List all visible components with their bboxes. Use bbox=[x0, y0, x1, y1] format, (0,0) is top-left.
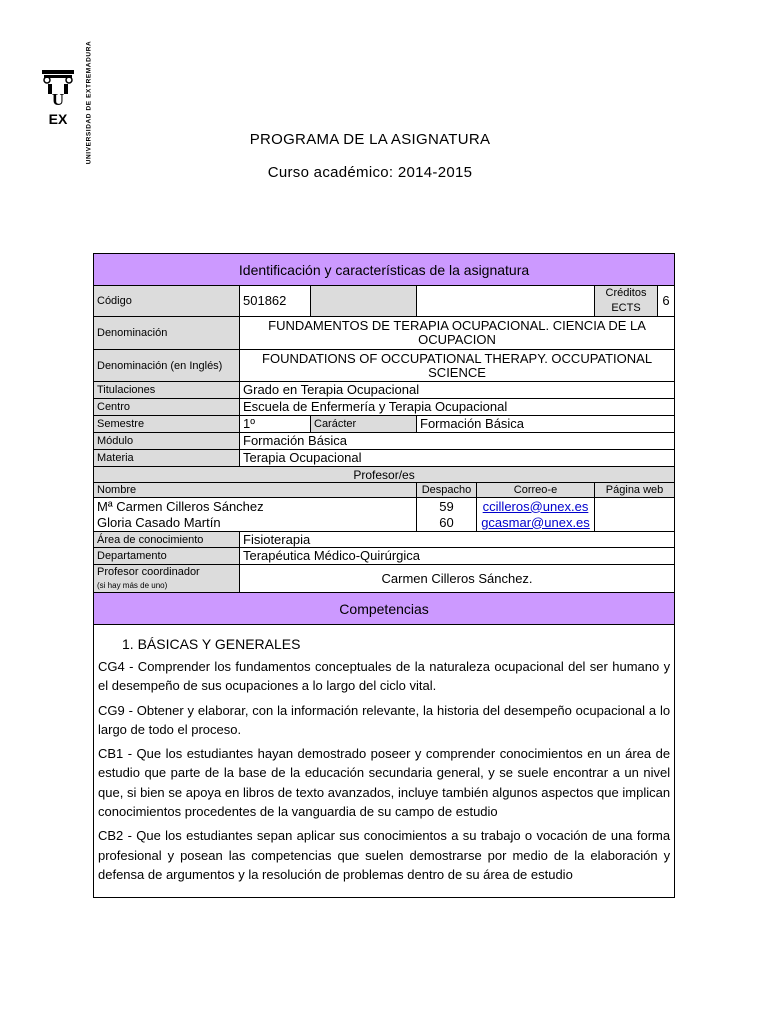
caracter-value: Formación Básica bbox=[417, 416, 675, 433]
course-year: Curso académico: 2014-2015 bbox=[267, 164, 473, 181]
section-identification-header: Identificación y características de la asignatura bbox=[94, 254, 675, 286]
coordinador-label-cell bbox=[94, 565, 240, 593]
profesor-despacho: 59 bbox=[439, 498, 454, 514]
competencia-item: CB1 - Que los estudiantes hayan demostrado poseer y comprender conocimientos en un área de estudio que parte de la base de la educación secundaria general, y se suele encontrar a un nivel que, si bien se apoya en libros de texto avanzados, incluye también algunos aspectos que implican conocimientos procedentes de la vanguardia de su campo de estudio bbox=[98, 746, 671, 820]
logo-letter-u: U bbox=[51, 90, 65, 109]
departamento-value: Terapéutica Médico-Quirúrgica bbox=[240, 548, 675, 565]
profesores-despachos bbox=[417, 498, 477, 532]
denominacion-en-value: FOUNDATIONS OF OCCUPATIONAL THERAPY. OCCUPATIONAL SCIENCE bbox=[240, 350, 675, 382]
empty-grey-cell bbox=[311, 286, 417, 317]
materia-value: Terapia Ocupacional bbox=[240, 450, 675, 467]
logo-vertical-text-wrap bbox=[83, 40, 95, 170]
centro-value: Escuela de Enfermería y Terapia Ocupacional bbox=[240, 399, 675, 416]
modulo-value: Formación Básica bbox=[240, 433, 675, 450]
denominacion-label: Denominación bbox=[94, 317, 240, 350]
semestre-value: 1º bbox=[240, 416, 311, 433]
col-correo-header: Correo-e bbox=[477, 483, 595, 498]
profesor-nombre: Mª Carmen Cilleros Sánchez bbox=[97, 498, 264, 514]
area-label: Área de conocimiento bbox=[94, 532, 240, 548]
caracter-label: Carácter bbox=[311, 416, 417, 433]
area-value: Fisioterapia bbox=[240, 532, 675, 548]
creditos-value: 6 bbox=[658, 286, 675, 317]
titulaciones-value: Grado en Terapia Ocupacional bbox=[240, 382, 675, 399]
creditos-label: Créditos ECTS bbox=[595, 286, 658, 317]
denominacion-en-label: Denominación (en Inglés) bbox=[94, 350, 240, 382]
competencia-item: CG9 - Obtener y elaborar, con la información relevante, la historia del desempeño ocupacional a lo largo de todo el proceso. bbox=[98, 702, 671, 737]
basicas-generales-heading: 1. BÁSICAS Y GENERALES bbox=[122, 636, 301, 652]
coordinador-note: (si hay más de uno) bbox=[97, 580, 168, 590]
modulo-label: Módulo bbox=[94, 433, 240, 450]
competencia-item: CG4 - Comprender los fundamentos conceptuales de la naturaleza ocupacional del ser humano y el desempeño de sus ocupaciones a lo largo del ciclo vital. bbox=[98, 659, 671, 694]
coordinador-label: Profesor coordinador bbox=[97, 565, 200, 578]
page-title: PROGRAMA DE LA ASIGNATURA bbox=[249, 131, 491, 148]
materia-label: Materia bbox=[94, 450, 240, 467]
logo-vertical-text: UNIVERSIDAD DE EXTREMADURA bbox=[85, 40, 93, 165]
competencias-body bbox=[94, 625, 675, 898]
col-nombre-header: Nombre bbox=[94, 483, 417, 498]
competencia-item: CB2 - Que los estudiantes sepan aplicar sus conocimientos a su trabajo o vocación de una forma profesional y posean las competencias que suelen demostrarse por medio de la elaboración y defensa de argumentos y la resolución de problemas dentro de su área de estudio bbox=[98, 828, 671, 882]
empty-cell bbox=[417, 286, 595, 317]
col-despacho-header: Despacho bbox=[417, 483, 477, 498]
codigo-label: Código bbox=[94, 286, 240, 317]
coordinador-value: Carmen Cilleros Sánchez. bbox=[240, 565, 675, 593]
profesor-email-link[interactable]: gcasmar@unex.es bbox=[481, 514, 590, 530]
departamento-label: Departamento bbox=[94, 548, 240, 565]
semestre-label: Semestre bbox=[94, 416, 240, 433]
subject-table bbox=[93, 253, 675, 898]
profesor-nombre: Gloria Casado Martín bbox=[97, 514, 221, 530]
denominacion-value: FUNDAMENTOS DE TERAPIA OCUPACIONAL. CIENCIA DE LA OCUPACION bbox=[240, 317, 675, 350]
logo-letters-ex: EX bbox=[48, 111, 68, 127]
profesores-correos bbox=[477, 498, 595, 532]
col-web-header: Página web bbox=[595, 483, 675, 498]
profesores-header: Profesor/es bbox=[94, 467, 675, 483]
codigo-value: 501862 bbox=[240, 286, 311, 317]
competencias-header: Competencias bbox=[94, 593, 675, 625]
centro-label: Centro bbox=[94, 399, 240, 416]
profesores-nombres bbox=[94, 498, 417, 532]
profesores-web bbox=[595, 498, 675, 532]
profesor-email-link[interactable]: ccilleros@unex.es bbox=[482, 498, 589, 514]
profesor-despacho: 60 bbox=[439, 514, 454, 530]
titulaciones-label: Titulaciones bbox=[94, 382, 240, 399]
